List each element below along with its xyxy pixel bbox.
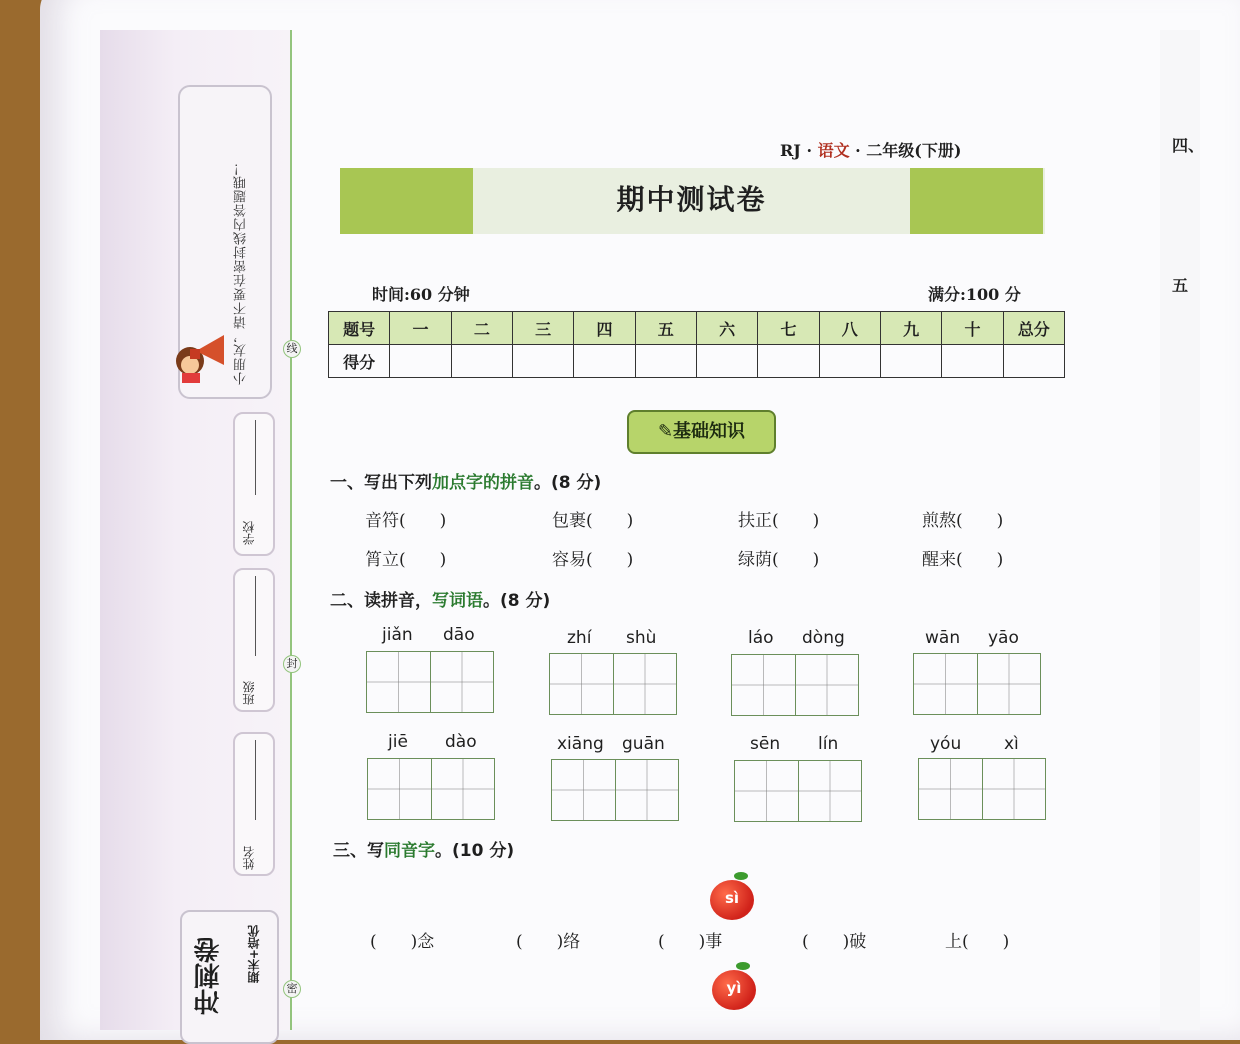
next-page-q4: 四、 bbox=[1172, 136, 1205, 155]
apple-pinyin: sì bbox=[724, 889, 740, 907]
score-header-cell: 三 bbox=[512, 312, 573, 345]
score-input-cell[interactable] bbox=[819, 345, 880, 378]
seal-mark-seal: 封 bbox=[283, 655, 301, 673]
apple-pinyin: yì bbox=[726, 979, 742, 997]
apple-icon bbox=[712, 970, 756, 1010]
next-page-edge bbox=[1160, 30, 1200, 1030]
q1-item[interactable]: 绿荫( ) bbox=[738, 550, 820, 570]
score-header-cell: 八 bbox=[819, 312, 880, 345]
q2-suffix: 。(8 分) bbox=[483, 591, 551, 611]
q1-item[interactable]: 醒来( ) bbox=[922, 550, 1004, 570]
pinyin-syllable: wān bbox=[925, 628, 961, 648]
pinyin-syllable: yóu bbox=[930, 734, 962, 754]
page-header bbox=[780, 138, 961, 161]
seal-mark-line: 线 bbox=[283, 340, 301, 358]
pinyin-syllable: shù bbox=[626, 628, 657, 648]
character-grid[interactable] bbox=[366, 651, 494, 713]
score-row bbox=[329, 345, 1065, 378]
question-1-title bbox=[330, 468, 601, 493]
score-header-cell: 六 bbox=[696, 312, 757, 345]
section-badge bbox=[627, 410, 776, 454]
seal-mark-secret: 密 bbox=[283, 980, 301, 998]
pinyin-syllable: jiē bbox=[388, 732, 408, 752]
score-input-cell[interactable] bbox=[390, 345, 451, 378]
score-table bbox=[328, 311, 1065, 378]
pinyin-syllable: xiāng bbox=[557, 734, 604, 754]
binding-line bbox=[290, 30, 292, 1030]
pinyin-syllable: zhí bbox=[567, 628, 592, 648]
q3-item[interactable]: ( )念 bbox=[370, 932, 435, 952]
score-header-cell: 总分 bbox=[1003, 312, 1064, 345]
q1-prefix: 一、写出下列 bbox=[330, 473, 432, 493]
next-page-q5: 五 bbox=[1172, 276, 1189, 295]
character-grid[interactable] bbox=[549, 653, 677, 715]
name-line bbox=[255, 740, 256, 820]
character-grid[interactable] bbox=[367, 758, 495, 820]
character-grid[interactable] bbox=[734, 760, 862, 822]
title-accent-right bbox=[910, 168, 1043, 234]
edition: RJ · bbox=[780, 141, 818, 160]
score-header-cell: 七 bbox=[758, 312, 819, 345]
class-line bbox=[255, 576, 256, 656]
score-input-cell[interactable] bbox=[635, 345, 696, 378]
pinyin-syllable: láo bbox=[748, 628, 774, 648]
q1-keyword: 加点字的拼音 bbox=[432, 473, 534, 493]
name-label: 姓名 bbox=[242, 846, 256, 870]
character-grid[interactable] bbox=[913, 653, 1041, 715]
subject: 语文 bbox=[817, 141, 850, 160]
q3-item[interactable]: ( )事 bbox=[658, 932, 723, 952]
time-limit: 时间:60 分钟 bbox=[372, 285, 470, 304]
apple-icon bbox=[710, 880, 754, 920]
badge-label: 基础知识 bbox=[673, 421, 746, 442]
pinyin-syllable: jiǎn bbox=[382, 625, 413, 645]
q2-keyword: 写词语 bbox=[432, 591, 483, 611]
q1-item[interactable]: 扶正( ) bbox=[738, 511, 820, 531]
q1-item[interactable]: 煎熬( ) bbox=[922, 511, 1004, 531]
q3-item[interactable]: ( )破 bbox=[802, 932, 867, 952]
pencil-icon: ✎ bbox=[657, 421, 674, 442]
q1-item[interactable]: 音符( ) bbox=[365, 511, 447, 531]
score-input-cell[interactable] bbox=[758, 345, 819, 378]
score-header-row bbox=[329, 312, 1065, 345]
q3-keyword: 同音字 bbox=[384, 841, 435, 861]
class-label: 班级 bbox=[242, 681, 256, 705]
score-input-cell[interactable] bbox=[696, 345, 757, 378]
score-input-cell[interactable] bbox=[880, 345, 941, 378]
pinyin-syllable: guān bbox=[622, 734, 665, 754]
score-input-cell[interactable] bbox=[942, 345, 1003, 378]
q1-item[interactable]: 包裹( ) bbox=[552, 511, 634, 531]
brand-title: 冲刺卷 bbox=[194, 937, 224, 1015]
question-3-title bbox=[333, 836, 514, 861]
notice-text: 小朋友，请不要在密封线内答题哦！ bbox=[234, 161, 249, 385]
q1-suffix: 。(8 分) bbox=[534, 473, 602, 493]
q3-prefix: 三、写 bbox=[333, 841, 384, 861]
score-header-cell: 题号 bbox=[329, 312, 390, 345]
school-label: 学校 bbox=[242, 521, 256, 545]
score-header-cell: 九 bbox=[880, 312, 941, 345]
q3-suffix: 。(10 分) bbox=[435, 841, 515, 861]
character-grid[interactable] bbox=[731, 654, 859, 716]
pinyin-syllable: dāo bbox=[443, 625, 475, 645]
score-input-cell[interactable] bbox=[574, 345, 635, 378]
title-accent-left bbox=[340, 168, 473, 234]
page-title: 期中测试卷 bbox=[616, 183, 767, 216]
score-row-label: 得分 bbox=[329, 345, 390, 378]
character-grid[interactable] bbox=[551, 759, 679, 821]
q2-prefix: 二、读拼音， bbox=[330, 591, 432, 611]
score-header-cell: 二 bbox=[451, 312, 512, 345]
q3-item[interactable]: 上( ) bbox=[945, 932, 1010, 952]
score-input-cell[interactable] bbox=[1003, 345, 1064, 378]
grade: · 二年级(下册) bbox=[849, 141, 962, 160]
pinyin-syllable: yāo bbox=[988, 628, 1019, 648]
question-2-title bbox=[330, 586, 550, 611]
pinyin-syllable: sēn bbox=[750, 734, 781, 754]
school-line bbox=[255, 420, 256, 495]
score-header-cell: 四 bbox=[574, 312, 635, 345]
pinyin-syllable: lín bbox=[818, 734, 839, 754]
megaphone-kid-icon bbox=[168, 325, 228, 385]
pinyin-syllable: dòng bbox=[802, 628, 845, 648]
score-header-cell: 十 bbox=[942, 312, 1003, 345]
full-score: 满分:100 分 bbox=[928, 285, 1021, 304]
score-input-cell[interactable] bbox=[451, 345, 512, 378]
brand-subtitle: 期末+培优 bbox=[247, 925, 261, 984]
score-header-cell: 五 bbox=[635, 312, 696, 345]
pinyin-syllable: xì bbox=[1004, 734, 1019, 754]
pinyin-syllable: dào bbox=[445, 732, 477, 752]
score-input-cell[interactable] bbox=[512, 345, 573, 378]
score-header-cell: 一 bbox=[390, 312, 451, 345]
q1-item[interactable]: 筲立( ) bbox=[365, 550, 447, 570]
q3-item[interactable]: ( )络 bbox=[516, 932, 581, 952]
q1-item[interactable]: 容易( ) bbox=[552, 550, 634, 570]
character-grid[interactable] bbox=[918, 758, 1046, 820]
